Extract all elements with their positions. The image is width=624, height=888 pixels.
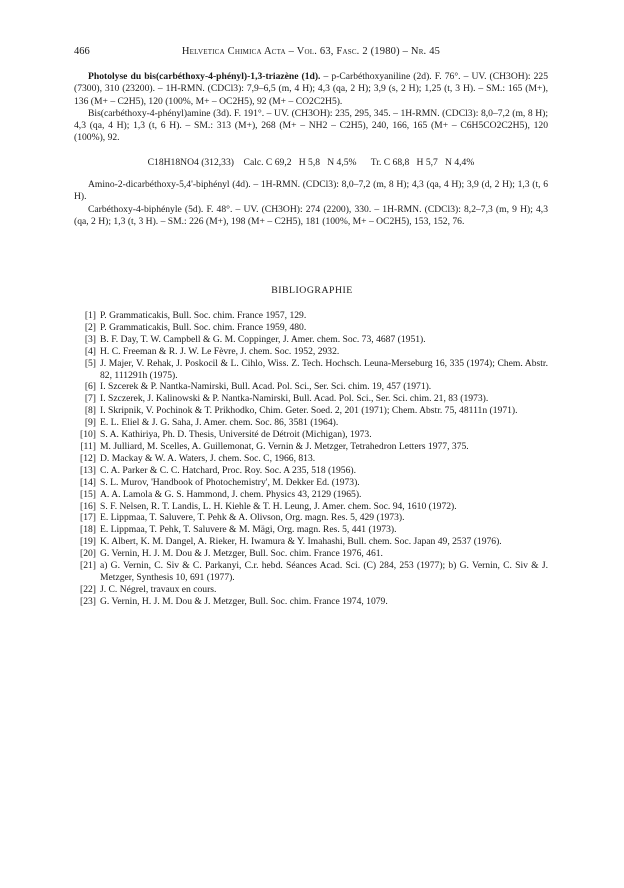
experimental-section — [74, 71, 548, 228]
reference-item — [74, 536, 548, 548]
reference-text: S. F. Nelsen, R. T. Landis, L. H. Kiehle & T. H. Leung, J. Amer. chem. Soc. 94, 1610 (1972). — [100, 500, 457, 512]
reference-number: [10] — [80, 429, 96, 441]
reference-item — [74, 405, 548, 417]
reference-number: [3] — [84, 333, 96, 345]
reference-number: [8] — [84, 405, 96, 417]
reference-text: B. F. Day, T. W. Campbell & G. M. Coppinger, J. Amer. chem. Soc. 73, 4687 (1951). — [100, 333, 426, 345]
reference-text: S. L. Murov, 'Handbook of Photochemistry', M. Dekker Ed. (1973). — [100, 476, 360, 488]
reference-item — [74, 584, 548, 596]
journal-title: Helvetica Chimica Acta – Vol. 63, Fasc. 2 (1980) – Nr. 45 — [181, 46, 441, 57]
reference-text: E. L. Eliel & J. G. Saha, J. Amer. chem. Soc. 86, 3581 (1964). — [100, 417, 339, 429]
reference-text: M. Julliard, M. Scelles, A. Guillemonat, G. Vernin & J. Metzger, Tetrahedron Letters 1977, 375. — [100, 440, 469, 452]
reference-number: [20] — [80, 548, 96, 560]
reference-text: J. Majer, V. Rehak, J. Poskocil & L. Cihlo, Wiss. Z. Tech. Hochsch. Leuna-Merseburg 16, 335 (1974); Chem. Abstr. 82, 111291h (1975). — [100, 357, 548, 381]
reference-text: S. A. Kathiriya, Ph. D. Thesis, Université de Détroit (Michigan), 1973. — [100, 429, 372, 441]
reference-item — [74, 322, 548, 334]
reference-number: [7] — [84, 393, 96, 405]
reference-text: E. Lippmaa, T. Pehk, T. Saluvere & M. Mägi, Org. magn. Res. 5, 441 (1973). — [100, 524, 397, 536]
reference-number: [4] — [84, 345, 96, 357]
reference-text: P. Grammaticakis, Bull. Soc. chim. France 1959, 480. — [100, 321, 307, 333]
reference-text: I. Szcerek & P. Nantka-Namirski, Bull. Acad. Pol. Sci., Ser. Sci. chim. 19, 457 (1971). — [100, 381, 432, 393]
reference-item — [74, 334, 548, 346]
reference-number: [23] — [80, 595, 96, 607]
reference-item — [74, 465, 548, 477]
elemental-analysis: C18H18NO4 (312,33) Calc. C 69,2 H 5,8 N 4,5% Tr. C 68,8 H 5,7 N 4,4% — [147, 156, 475, 168]
reference-text: P. Grammaticakis, Bull. Soc. chim. France 1957, 129. — [100, 310, 307, 321]
reference-number: [5] — [84, 357, 96, 369]
reference-number: [21] — [80, 560, 96, 572]
reference-list — [74, 310, 548, 608]
reference-number: [2] — [84, 321, 96, 333]
experiment-heading: Photolyse du bis(carbéthoxy-4-phényl)-1,3-triazène (1d). — [88, 71, 321, 82]
reference-item — [74, 548, 548, 560]
reference-item — [74, 381, 548, 393]
reference-item — [74, 501, 548, 513]
reference-item — [74, 310, 548, 322]
reference-number: [16] — [80, 500, 96, 512]
reference-item — [74, 489, 548, 501]
experimental-paragraph-3d: Bis(carbéthoxy-4-phényl)amine (3d). F. 191°. – UV. (CH3OH): 235, 295, 345. – 1H-RMN. (CDCl3): 8,0–7,2 (m, 8 H); 4,3 (qa, 4 H); 1,3 (t, 6 H). – SM.: 313 (M+), 268 (M+ – NH2 – C2H5), 240, 166, 165 (M+ – C6H5CO2C2H5), 120 (100%), 92. — [74, 107, 548, 144]
reference-item — [74, 358, 548, 382]
reference-number: [12] — [80, 452, 96, 464]
reference-text: A. A. Lamola & G. S. Hammond, J. chem. Physics 43, 2129 (1965). — [100, 488, 362, 500]
reference-text: E. Lippmaa, T. Saluvere, T. Pehk & A. Olivson, Org. magn. Res. 5, 429 (1973). — [100, 512, 405, 524]
reference-text: G. Vernin, H. J. M. Dou & J. Metzger, Bull. Soc. chim. France 1976, 461. — [100, 548, 383, 560]
reference-text: I. Szczerek, J. Kalinowski & P. Nantka-Namirski, Bull. Acad. Pol. Sci., Ser. Sci. chim. 21, 83 (1973). — [100, 393, 489, 405]
reference-item — [74, 524, 548, 536]
reference-text: C. A. Parker & C. C. Hatchard, Proc. Roy. Soc. A 235, 518 (1956). — [100, 464, 356, 476]
page-number: 466 — [74, 46, 90, 57]
reference-number: [22] — [80, 583, 96, 595]
reference-number: [14] — [80, 476, 96, 488]
experiment-data-2d: – p-Carbéthoxyaniline (2d). F. 76°. – UV. (CH3OH): 225 (7300), 310 (23200). – 1H-RMN. (CDCl3): 7,9–6,5 (m, 4 H); 4,3 (qa, 2 H); 3,9 (s, 2 H); 1,25 (t, 3 H). – SM.: 165 (M+), 136 (M+ – C2H5), 120 (100%, M+ – OC2H5), 92 (M+ – CO2C2H5). — [74, 71, 548, 107]
reference-number: [11] — [80, 440, 96, 452]
reference-item — [74, 393, 548, 405]
reference-number: [13] — [80, 464, 96, 476]
reference-item — [74, 477, 548, 489]
reference-item — [74, 346, 548, 358]
reference-number: [17] — [80, 512, 96, 524]
reference-text: J. C. Négrel, travaux en cours. — [100, 583, 217, 595]
reference-item — [74, 453, 548, 465]
reference-item — [74, 512, 548, 524]
bibliography-title: BIBLIOGRAPHIE — [271, 285, 353, 296]
reference-number: [9] — [84, 417, 96, 429]
reference-text: I. Skripnik, V. Pochinok & T. Prikhodko, Chim. Geter. Soed. 2, 201 (1971); Chem. Abstr. 75, 48111n (1971). — [100, 405, 518, 417]
experimental-paragraph-4d: Amino-2-dicarbéthoxy-5,4'-biphényl (4d). – 1H-RMN. (CDCl3): 8,0–7,2 (m, 8 H); 4,3 (qa, 4 H); 3,9 (d, 2 H); 1,3 (t, 6 H). — [74, 179, 548, 203]
reference-text: G. Vernin, H. J. M. Dou & J. Metzger, Bull. Soc. chim. France 1974, 1079. — [100, 595, 388, 607]
experimental-paragraph-1d — [74, 71, 548, 108]
reference-text: K. Albert, K. M. Dangel, A. Rieker, H. Iwamura & Y. Imahashi, Bull. chem. Soc. Japan 49, 2537 (1976). — [100, 536, 502, 548]
reference-number: [1] — [84, 310, 96, 321]
reference-item — [74, 429, 548, 441]
running-header — [74, 46, 548, 60]
reference-number: [18] — [80, 524, 96, 536]
reference-number: [15] — [80, 488, 96, 500]
reference-item — [74, 560, 548, 584]
reference-text: H. C. Freeman & R. J. W. Le Fèvre, J. chem. Soc. 1952, 2932. — [100, 345, 340, 357]
reference-item — [74, 441, 548, 453]
reference-item — [74, 596, 548, 608]
reference-number: [19] — [80, 536, 96, 548]
reference-item — [74, 417, 548, 429]
reference-text: a) G. Vernin, C. Siv & C. Parkanyi, C.r. hebd. Séances Acad. Sci. (C) 284, 253 (1977); b) G. Vernin, C. Siv & J. Metzger, Synthesis 10, 691 (1977). — [100, 560, 548, 583]
reference-number: [6] — [84, 381, 96, 393]
experimental-paragraph-5d: Carbéthoxy-4-biphényle (5d). F. 48°. – UV. (CH3OH): 274 (2200), 330. – 1H-RMN. (CDCl3): 8,2–7,3 (m, 9 H); 4,3 (qa, 2 H); 1,3 (t, 3 H). – SM.: 226 (M+), 198 (M+ – C2H5), 181 (100%, M+ – OC2H5), 153, 152, 76. — [74, 203, 548, 227]
reference-text: D. Mackay & W. A. Waters, J. chem. Soc. C, 1966, 813. — [100, 452, 316, 464]
